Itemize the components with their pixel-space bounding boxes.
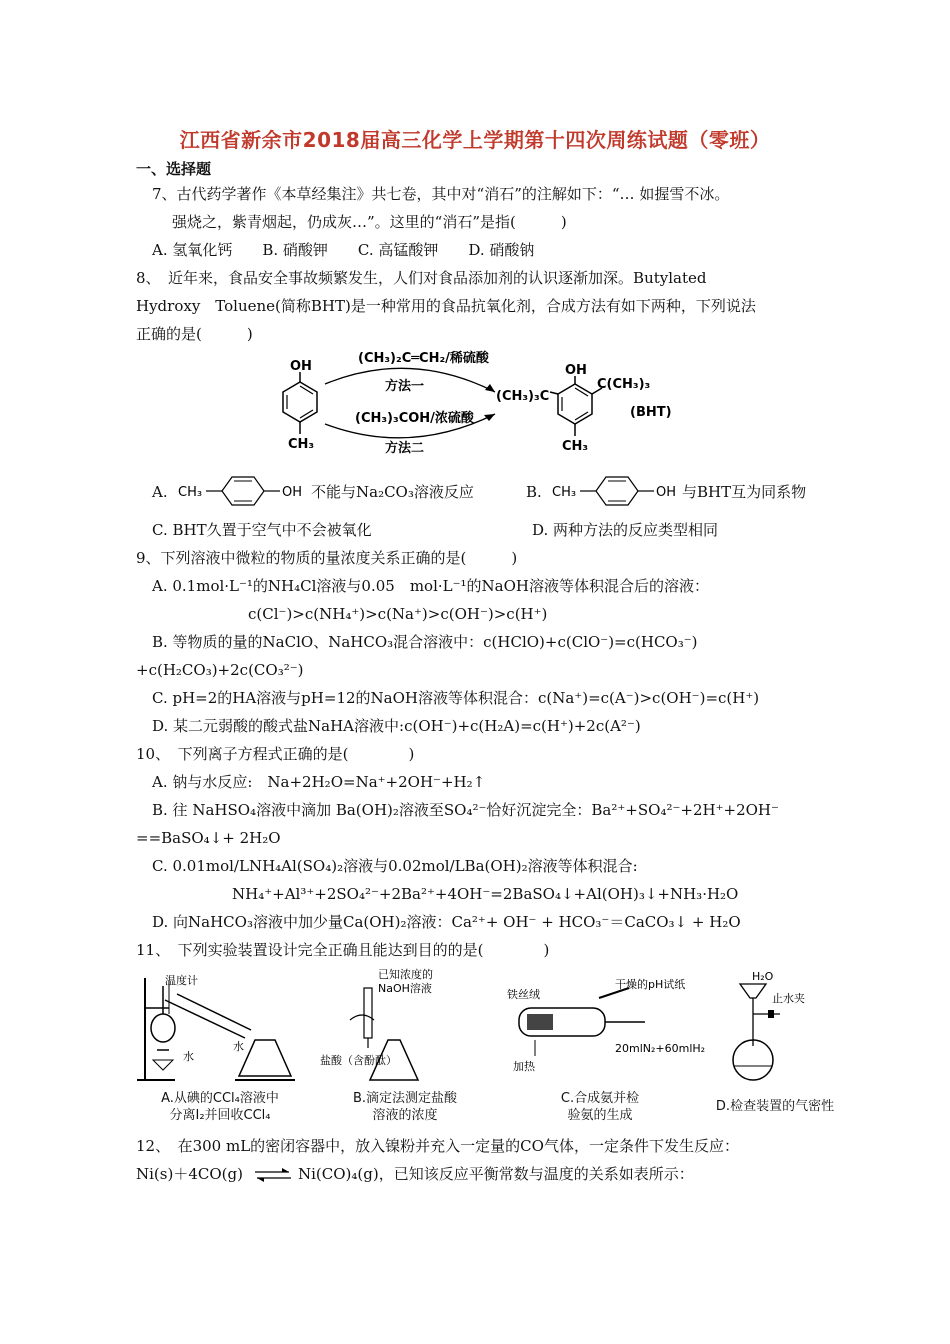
caption-a <box>135 1090 305 1124</box>
iron-wool <box>527 1014 553 1030</box>
caption-a-line2: 分离I₂并回收CCl₄ <box>169 1108 271 1123</box>
q10-option-c-line1: C. 0.01mol/LNH₄Al(SO₄)₂溶液与0.02mol/LBa(OH)₂溶液等体积混合: <box>152 857 638 875</box>
q11-stem: 11、 下列实验装置设计完全正确且能达到目的的是( ) <box>136 941 550 959</box>
caption-b-line1: B.滴定法测定盐酸 <box>352 1091 458 1106</box>
q8-option-c: C. BHT久置于空气中不会被氧化 <box>152 521 372 539</box>
caption-b <box>320 1090 490 1124</box>
p-cresol-structure-b <box>550 474 688 508</box>
q9-option-a-line2: c(Cl⁻)>c(NH₄⁺)>c(Na⁺)>c(OH⁻)>c(H⁺) <box>248 605 548 623</box>
apparatus-a-distillation <box>135 968 305 1088</box>
clamp-label: 止水夹 <box>772 992 805 1005</box>
apparatus-b-titration <box>320 968 490 1088</box>
water-label-1: 水 <box>183 1050 194 1063</box>
ch3-label-right: CH₃ <box>562 439 589 454</box>
caption-c <box>515 1090 685 1124</box>
oh-a: OH <box>282 485 303 500</box>
section-heading: 一、选择题 <box>136 160 212 178</box>
dropping-funnel <box>740 984 766 998</box>
q7-options: A. 氢氧化钙 B. 硝酸钾 C. 高锰酸钾 D. 硝酸钠 <box>152 241 535 259</box>
burette <box>364 988 372 1038</box>
ch3-a: CH₃ <box>178 485 203 500</box>
q9-option-b-line1: B. 等物质的量的NaClO、NaHCO₃混合溶液中：c(HClO)+c(ClO⁻)=c(HCO₃⁻) <box>152 633 698 651</box>
q7-stem-line2: 强烧之，紫青烟起，仍成灰…”。这里的“消石”是指( ) <box>172 213 567 231</box>
water-label-2: 水 <box>233 1040 244 1053</box>
q8-stem-line2: Hydroxy Toluene(简称BHT)是一种常用的食品抗氧化剂，合成方法有如下两种，下列说法 <box>136 297 756 315</box>
acid-label: 盐酸（含酚酞） <box>320 1054 397 1067</box>
oh-label-left: OH <box>290 359 312 374</box>
q12-stem-line1: 12、 在300 mL的密闭容器中，放入镍粉并充入一定量的CO气体，一定条件下发生反应： <box>136 1137 739 1155</box>
iron-wire-label: 铁丝绒 <box>507 988 540 1001</box>
q9-option-c: C. pH=2的HA溶液与pH=12的NaOH溶液等体积混合：c(Na⁺)=c(A⁻)>c(OH⁻)=c(H⁺) <box>152 689 760 707</box>
caption-d-line1: D.检查装置的气密性 <box>715 1099 835 1114</box>
q12-equation-left: Ni(s)＋4CO(g) <box>136 1165 243 1183</box>
q8-option-a-prefix: A. <box>152 483 168 501</box>
ch3-label-left: CH₃ <box>288 437 315 452</box>
method1-label: 方法一 <box>385 379 425 394</box>
naoh-label: NaOH溶液 <box>378 982 432 995</box>
thermometer-label: 温度计 <box>165 974 198 987</box>
q8-stem-line3: 正确的是( ) <box>136 325 253 343</box>
q9-option-b-line2: +c(H₂CO₃)+2c(CO₃²⁻) <box>136 661 304 679</box>
method2-label: 方法二 <box>385 441 425 456</box>
q9-option-d: D. 某二元弱酸的酸式盐NaHA溶液中:c(OH⁻)+c(H₂A)=c(H⁺)+2c(A²⁻) <box>152 717 641 735</box>
q7-stem-line1: 7、古代药学著作《本草经集注》共七卷，其中对“消石”的注解如下：“… 如握雪不冰。 <box>152 185 730 203</box>
q10-option-b-line2: ==BaSO₄↓+ 2H₂O <box>136 829 281 847</box>
q8-option-d: D. 两种方法的反应类型相同 <box>532 521 719 539</box>
q9-option-a-line1: A. 0.1mol·L⁻¹的NH₄Cl溶液与0.05 mol·L⁻¹的NaOH溶液等体积混合后的溶液： <box>152 577 709 595</box>
oh-label-right: OH <box>565 363 587 378</box>
clamp <box>768 1010 774 1018</box>
q12-equation-right: Ni(CO)₄(g)，已知该反应平衡常数与温度的关系如表所示： <box>298 1165 694 1183</box>
h2o-label: H₂O <box>752 970 774 983</box>
q10-option-b-line1: B. 往 NaHSO₄溶液中滴加 Ba(OH)₂溶液至SO₄²⁻恰好沉淀完全：Ba²⁺+SO₄²⁻+2H⁺+2OH⁻ <box>152 801 779 819</box>
q8-option-b-prefix: B. <box>526 483 542 501</box>
distilling-flask <box>151 1014 175 1042</box>
ch3-b: CH₃ <box>552 485 577 500</box>
caption-d <box>690 1098 860 1115</box>
caption-c-line2: 验氨的生成 <box>567 1108 633 1123</box>
oh-b: OH <box>656 485 677 500</box>
bht-synthesis-scheme <box>270 344 690 464</box>
q8-option-a-text: 不能与Na₂CO₃溶液反应 <box>311 483 474 501</box>
bht-ring <box>558 384 592 424</box>
equilibrium-arrows-icon <box>253 1166 293 1184</box>
ph-paper-label: 干燥的pH试纸 <box>615 978 686 991</box>
gas-label: 20mlN₂+60mlH₂ <box>615 1042 706 1055</box>
bht-label: (BHT) <box>630 405 672 420</box>
receiving-flask <box>239 1040 291 1076</box>
q10-stem: 10、 下列离子方程式正确的是( ) <box>136 745 415 763</box>
tbu-left-label: (CH₃)₃C <box>496 389 550 404</box>
reagent-method1: (CH₃)₂C═CH₂/稀硫酸 <box>358 351 489 366</box>
reagent-method2: (CH₃)₃COH/浓硫酸 <box>355 411 474 426</box>
caption-a-line1: A.从碘的CCl₄溶液中 <box>161 1091 279 1106</box>
q10-option-d: D. 向NaHCO₃溶液中加少量Ca(OH)₂溶液：Ca²⁺+ OH⁻ + HCO₃⁻＝CaCO₃↓ + H₂O <box>152 913 741 931</box>
q10-option-a: A. 钠与水反应: Na+2H₂O=Na⁺+2OH⁻+H₂↑ <box>152 773 486 791</box>
apparatus-c-ammonia <box>505 968 715 1088</box>
q10-option-c-line2: NH₄⁺+Al³⁺+2SO₄²⁻+2Ba²⁺+4OH⁻=2BaSO₄↓+Al(OH)₃↓+NH₃·H₂O <box>232 885 739 903</box>
heat-label: 加热 <box>513 1060 535 1073</box>
q8-option-b-text: 与BHT互为同系物 <box>682 483 807 501</box>
tbu-right-label: C(CH₃)₃ <box>597 377 651 392</box>
known-conc-label: 已知浓度的 <box>378 968 433 981</box>
page-title: 江西省新余市2018届高三化学上学期第十四次周练试题（零班） <box>179 128 771 152</box>
p-cresol-structure-a <box>176 474 314 508</box>
caption-b-line2: 溶液的浓度 <box>372 1108 438 1123</box>
apparatus-d-airtightness <box>710 968 830 1088</box>
p-cresol-ring <box>283 382 317 422</box>
q8-stem-line1: 8、 近年来，食品安全事故频繁发生，人们对食品添加剂的认识逐渐加深。Butylated <box>136 269 707 287</box>
caption-c-line1: C.合成氨并检 <box>560 1091 640 1106</box>
q9-stem: 9、下列溶液中微粒的物质的量浓度关系正确的是( ) <box>136 549 518 567</box>
